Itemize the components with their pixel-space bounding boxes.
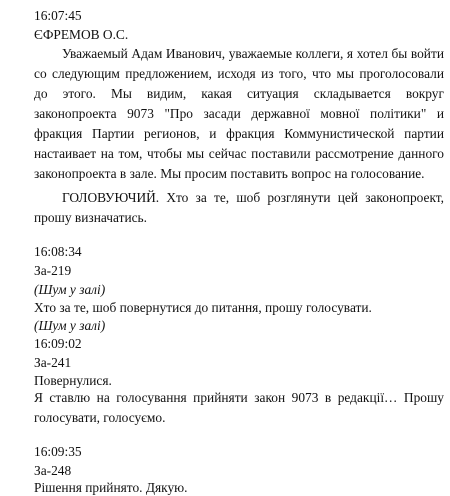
chair-statement-3: Я ставлю на голосування прийняти закон 9073 в редакції… Прошу голосувати, голосуємо. (34, 390, 444, 425)
noise-note-1: (Шум у залі) (34, 282, 106, 297)
returned-note: Повернулися. (34, 373, 112, 388)
timestamp-2: 16:08:34 (34, 244, 82, 259)
chair-statement-2: Хто за те, шоб повернутися до питання, прошу голосувати. (34, 300, 372, 315)
vote-result-3: За-248 (34, 463, 72, 478)
vote-result-1: За-219 (34, 263, 72, 278)
timestamp-4: 16:09:35 (34, 444, 82, 459)
chair-statement-1: ГОЛОВУЮЧИЙ. Хто за те, шоб розглянути цей законопроект, прошу визначатись. (34, 190, 444, 225)
timestamp-1: 16:07:45 (34, 8, 82, 23)
timestamp-3: 16:09:02 (34, 336, 82, 351)
noise-note-2: (Шум у залі) (34, 318, 106, 333)
vote-result-2: За-241 (34, 355, 72, 370)
decision-note: Рішення прийнято. Дякую. (34, 480, 188, 495)
speech-paragraph: Уважаемый Адам Иванович, уважаемые коллеги, я хотел бы войти со следующим предложением, исходя из того, что мы проголосовали до этого. Мы видим, какая ситуация складывается вокруг законопроекта 9073 "Про засади державної мовної політики" и фракция Партии регионов, и фракция Коммунистической партии настаивает на том, чтобы мы сейчас поставили рассмотрение данного законопроекта в зале. Мы просим поставить вопрос на голосование. (34, 46, 444, 181)
speaker-name: ЄФРЕМОВ О.С. (34, 27, 129, 42)
